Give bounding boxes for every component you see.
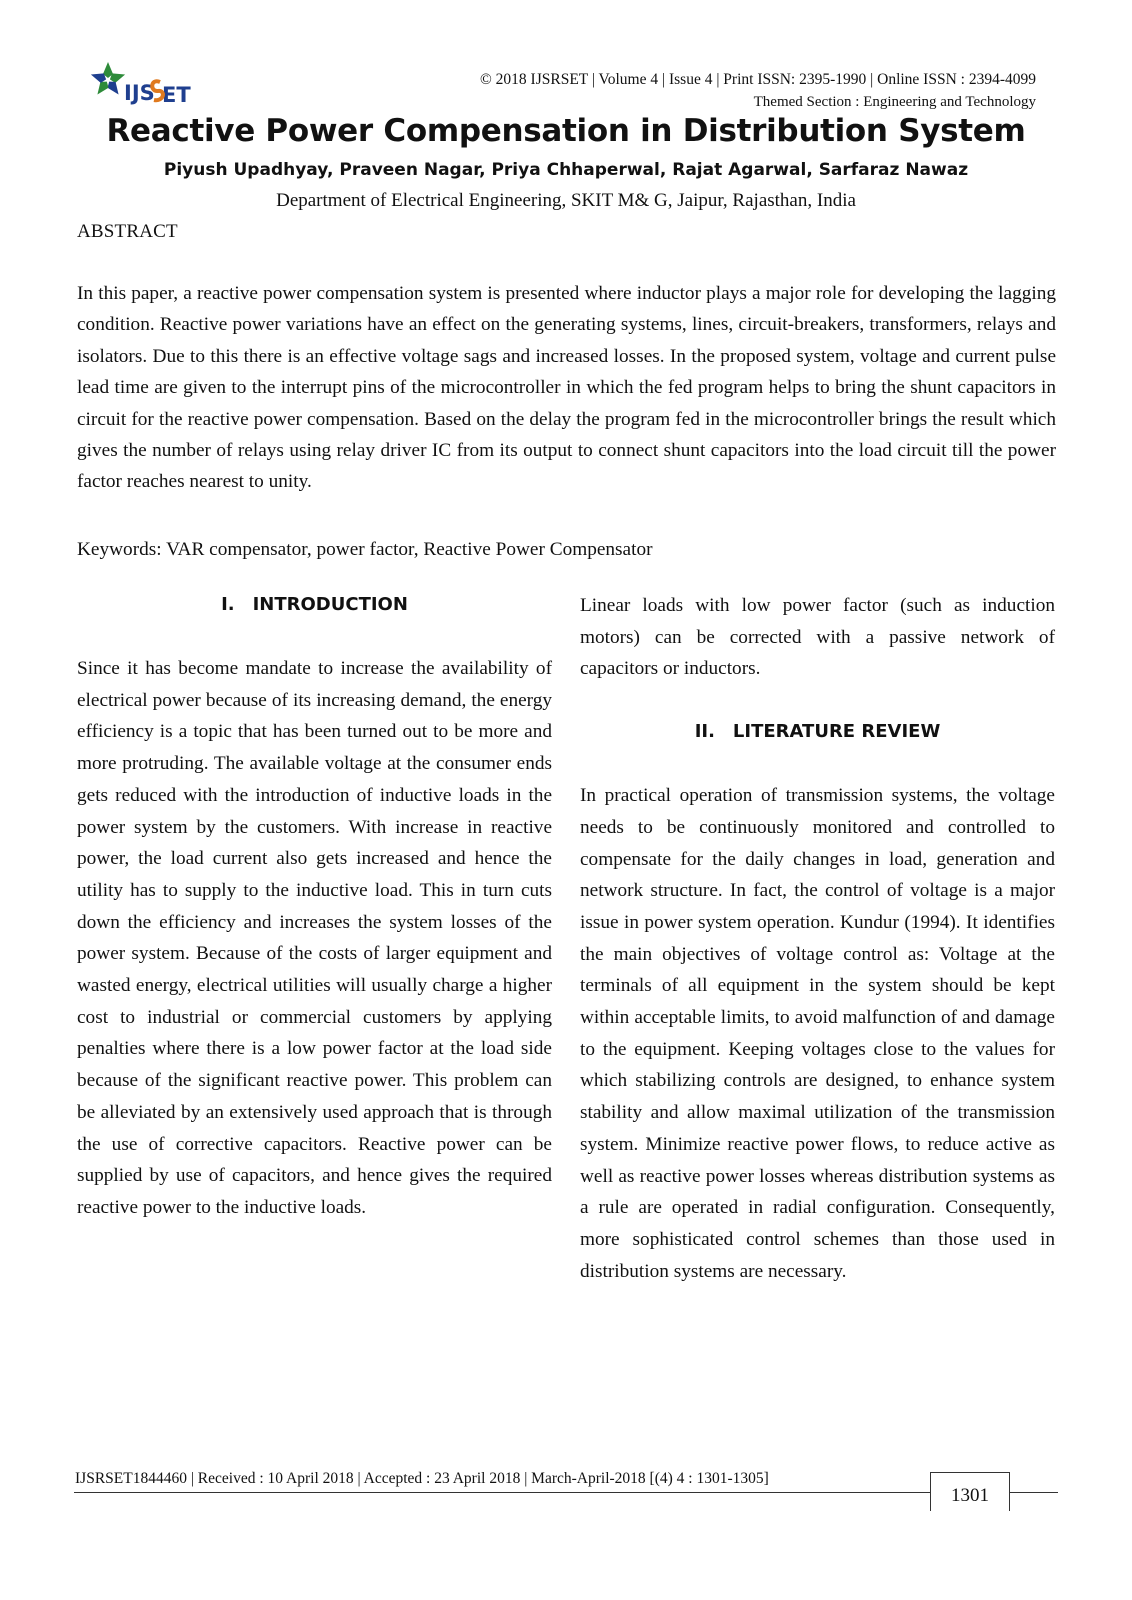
introduction-heading [77, 590, 552, 620]
page-number-box [930, 1472, 1010, 1511]
svg-text:IJS: IJS [124, 81, 155, 105]
citation-line: © 2018 IJSRSET | Volume 4 | Issue 4 | Print ISSN: 2395-1990 | Online ISSN : 2394-4099 [480, 71, 1036, 88]
journal-header [480, 68, 1036, 114]
introduction-title: INTRODUCTION [252, 594, 408, 615]
paper-title: Reactive Power Compensation in Distribution System [106, 113, 1026, 149]
keywords-label: Keywords: [77, 539, 162, 560]
journal-logo [88, 58, 218, 108]
introduction-continued-text: Linear loads with low power factor (such as induction motors) can be corrected with a passive network of capacitors or inductors. [580, 595, 1055, 680]
page-number: 1301 [951, 1485, 989, 1506]
literature-review-text: In practical operation of transmission systems, the voltage needs to be continuously monitored and controlled to compensate for the daily changes in load, generation and network structure. In fact, the control of voltage is a major issue in power system operation. Kundur (1994). It identifies the main objectives of voltage control as: Voltage at the terminals of all equipment in the system should be kept within acceptable limits, to avoid malfunction of and damage to the equipment. Keeping voltages close to the values for which stabilizing controls are designed, to enhance system stability and allow maximal utilization of the transmission system. Minimize reactive power flows, to reduce active as well as reactive power losses whereas distribution systems as a rule are operated in radial configuration. Consequently, more sophisticated control schemes than those used in distribution systems are necessary. [580, 785, 1055, 1282]
right-column [580, 590, 1055, 1287]
introduction-text: Since it has become mandate to increase the availability of electrical power because of its increasing demand, the energy efficiency is a topic that has been turned out to be more and more protruding. The available voltage at the consumer ends gets reduced with the introduction of inductive loads in the power system by the customers. With increase in reactive power, the load current also gets increased and hence the utility has to supply to the inductive load. This in turn cuts down the efficiency and increases the system losses of the power system. Because of the costs of larger equipment and wasted energy, electrical utilities will usually charge a higher cost to industrial or commercial customers by applying penalties where there is a low power factor at the load side because of the significant reactive power. This problem can be alleviated by an extensively used approach that is through the use of corrective capacitors. Reactive power can be supplied by use of capacitors, and hence gives the required reactive power to the inductive loads. [77, 658, 552, 1218]
logo-icon [88, 58, 218, 108]
abstract-heading: ABSTRACT [77, 221, 178, 242]
keywords-text: VAR compensator, power factor, Reactive Power Compensator [161, 539, 653, 560]
svg-text:ET: ET [162, 83, 191, 107]
paper-affiliation: Department of Electrical Engineering, SKIT M& G, Jaipur, Rajasthan, India [276, 190, 856, 211]
paper-authors: Piyush Upadhyay, Praveen Nagar, Priya Chhaperwal, Rajat Agarwal, Sarfaraz Nawaz [163, 160, 969, 180]
introduction-number: I. [221, 594, 235, 615]
abstract-text: In this paper, a reactive power compensation system is presented where inductor plays a major role for developing the lagging condition. Reactive power variations have an effect on the generating systems, lines, circuit-breakers, transformers, relays and isolators. Due to this there is an effective voltage sags and increased losses. In the proposed system, voltage and current pulse lead time are given to the interrupt pins of the microcontroller in which the fed program helps to bring the shunt capacitors in circuit for the reactive power compensation. Based on the delay the program fed in the microcontroller brings the result which gives the number of relays using relay driver IC from its output to connect shunt capacitors into the load circuit till the power factor reaches nearest to unity. [77, 283, 1056, 493]
literature-review-title: LITERATURE REVIEW [732, 721, 941, 743]
keywords [77, 534, 1056, 565]
footer-divider [74, 1492, 1058, 1493]
left-column [77, 590, 552, 1224]
themed-section: Themed Section : Engineering and Technology [753, 94, 1036, 110]
footer-citation: IJSRSET1844460 | Received : 10 April 2018 | Accepted : 23 April 2018 | March-April-2018 [(4) 4 : 1301-1305] [75, 1470, 769, 1487]
literature-review-heading [580, 717, 1055, 747]
literature-review-number: II. [694, 721, 715, 743]
